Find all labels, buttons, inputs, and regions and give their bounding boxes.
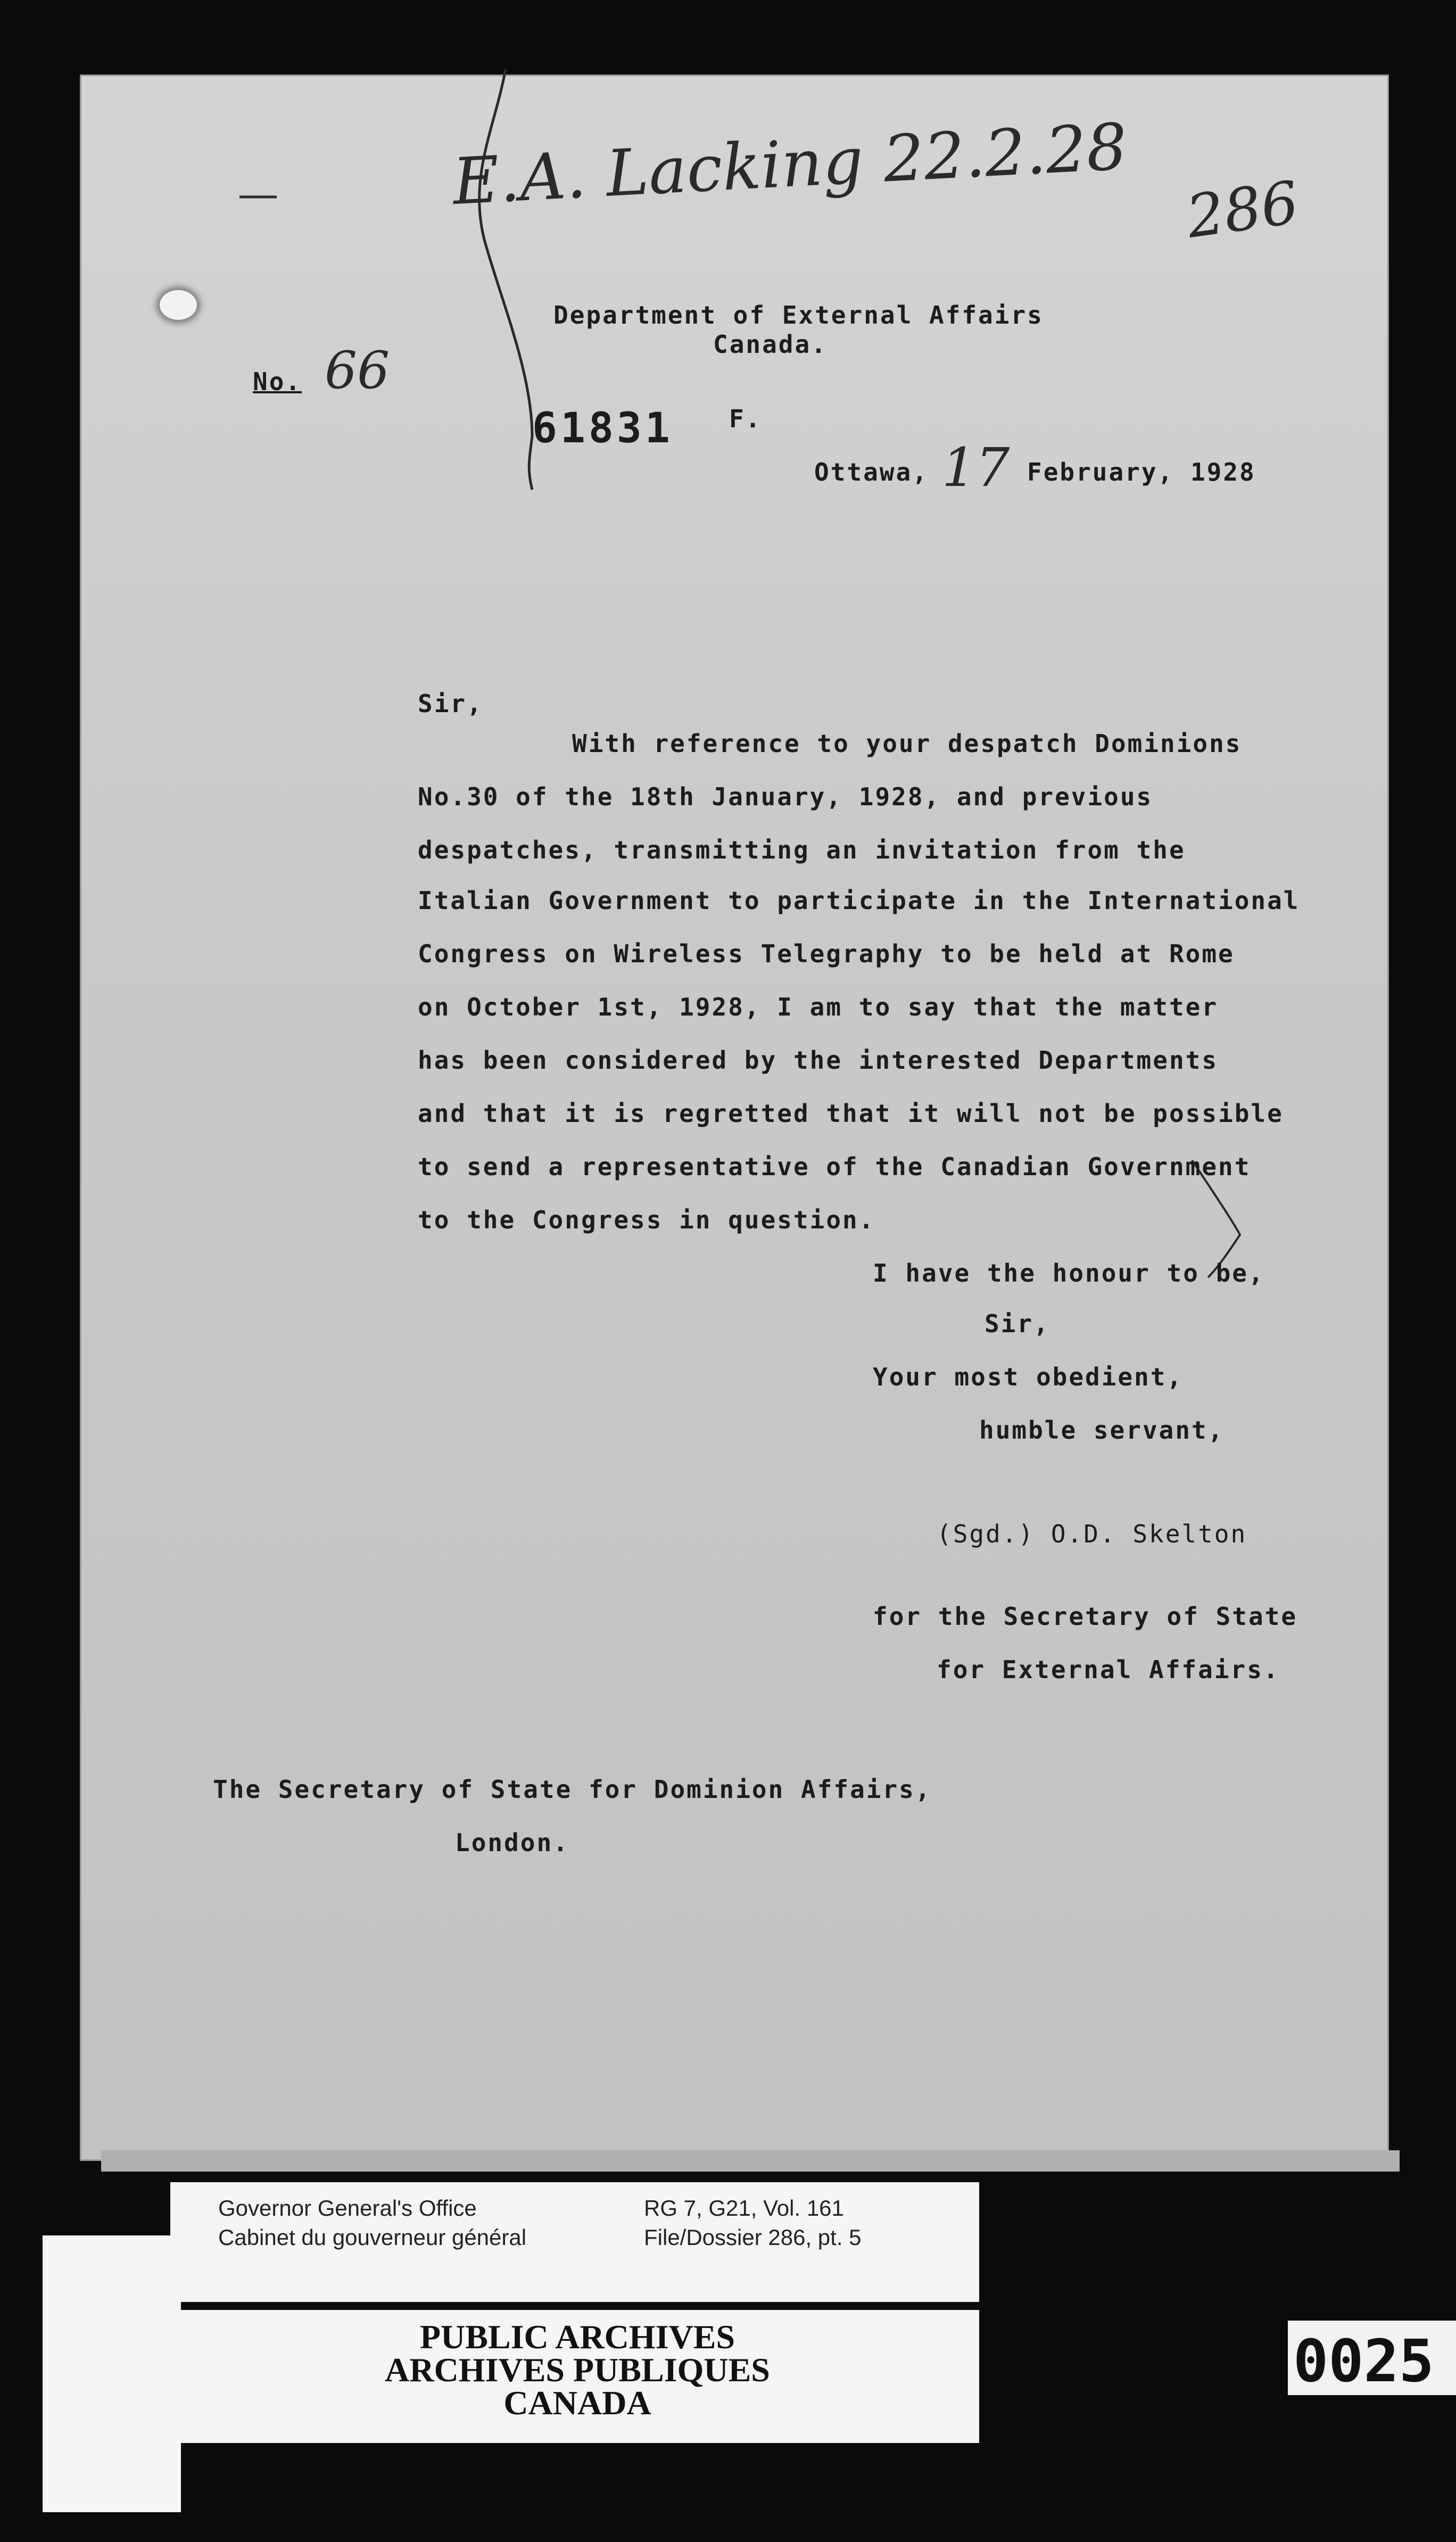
- archive-stamp: [176, 2310, 979, 2443]
- salutation: Sir,: [418, 689, 483, 718]
- body-line: on October 1st, 1928, I am to say that the matter: [418, 993, 1219, 1021]
- office-french: Cabinet du gouverneur général: [218, 2225, 527, 2250]
- body-line: No.30 of the 18th January, 1928, and previous: [418, 782, 1153, 811]
- closing-line: I have the honour to be,: [873, 1259, 1265, 1287]
- addressee-line: The Secretary of State for Dominion Affairs,: [213, 1775, 932, 1804]
- department-name: Department of External Affairs: [553, 301, 1044, 329]
- archive-stamp-line2: ARCHIVES PUBLIQUES: [385, 2351, 770, 2389]
- body-line: With reference to your despatch Dominions: [572, 729, 1242, 758]
- signatory-line: for the Secretary of State: [873, 1602, 1298, 1631]
- body-line: to send a representative of the Canadian Government: [418, 1152, 1251, 1181]
- body-line: has been considered by the interested Departments: [418, 1046, 1219, 1075]
- office-english: Governor General's Office: [218, 2196, 477, 2221]
- reference-number: 61831: [532, 405, 673, 452]
- date-day: 17: [942, 436, 1010, 499]
- closing-line: humble servant,: [979, 1416, 1225, 1445]
- sheet-underlay: [101, 2150, 1400, 2172]
- date-city: Ottawa,: [814, 458, 929, 486]
- body-line: Italian Government to participate in the International: [418, 886, 1300, 915]
- letter-no-value: 66: [325, 341, 390, 400]
- file-reference: File/Dossier 286, pt. 5: [644, 2225, 862, 2250]
- reference-suffix: F.: [729, 405, 762, 433]
- signature: (Sgd.) O.D. Skelton: [937, 1520, 1247, 1548]
- frame-counter-value: 0025: [1293, 2327, 1434, 2395]
- record-group: RG 7, G21, Vol. 161: [644, 2196, 844, 2221]
- date-rest: February, 1928: [1027, 458, 1256, 486]
- signatory-line: for External Affairs.: [937, 1655, 1280, 1684]
- punch-hole: [160, 290, 197, 320]
- handwritten-file-number: 286: [1182, 168, 1303, 251]
- frame-counter: [1288, 2321, 1456, 2395]
- body-line: despatches, transmitting an invitation from the: [418, 836, 1186, 864]
- department-country: Canada.: [713, 330, 828, 359]
- body-line: to the Congress in question.: [418, 1206, 875, 1234]
- archive-stamp-line1: PUBLIC ARCHIVES: [419, 2318, 735, 2356]
- letter-no-label: No.: [253, 367, 302, 396]
- archive-reference-label: [170, 2182, 979, 2302]
- addressee-line: London.: [455, 1828, 569, 1857]
- handwritten-annotation: E.A. Lacking 22.2.28: [451, 110, 1129, 220]
- closing-line: Sir,: [985, 1309, 1050, 1338]
- archive-stamp-line3: CANADA: [503, 2384, 651, 2422]
- closing-line: Your most obedient,: [873, 1363, 1184, 1391]
- side-card: [43, 2235, 181, 2512]
- body-line: Congress on Wireless Telegraphy to be held at Rome: [418, 939, 1235, 968]
- body-line: and that it is regretted that it will not be possible: [418, 1099, 1284, 1128]
